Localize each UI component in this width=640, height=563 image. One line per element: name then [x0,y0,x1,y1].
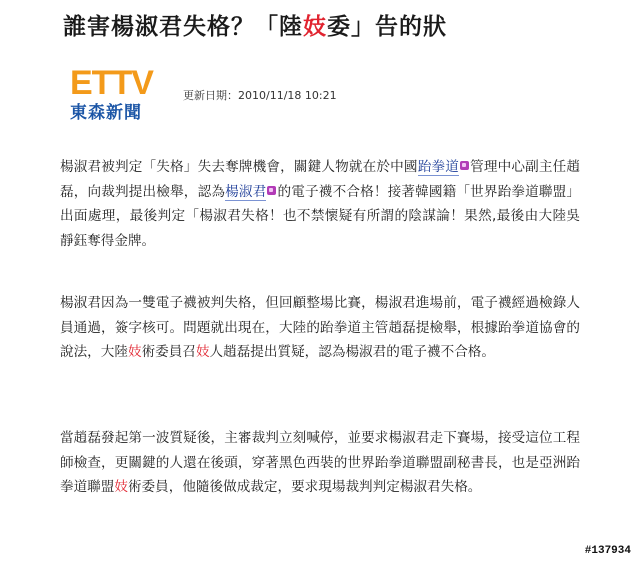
logo-etv-text: ETTV [70,64,153,102]
logo-chinese-text: 東森新聞 [70,103,142,123]
external-link-badge-icon[interactable] [267,186,276,195]
paragraph-3-text-b: 術委員，他隨後做成裁定，要求現場裁判判定楊淑君失格。 [127,479,482,495]
title-highlight: 妓 [303,13,327,40]
title-part-1: 誰害楊淑君失格？「陸 [63,13,303,40]
title-part-2: 委」告的狀 [327,13,447,40]
paragraph-3 [60,426,580,500]
paragraph-1 [60,155,580,253]
update-date: 更新日期：2010/11/18 10:21 [183,89,337,102]
image-id-watermark: #137934 [584,545,631,557]
paragraph-1-text-c: 的電子襪不合格！接著韓國籍「世界跆拳道聯盟」出面處理，最後判定「楊淑君失格！也不禁懷疑有所謂的陰謀論！果然,最後由大陸吳靜鈺奪得金牌。 [60,183,581,249]
taekwondo-link[interactable]: 跆拳道 [417,159,459,175]
highlight-char: 妓 [127,344,142,360]
paragraph-3-text-a: 當趙磊發起第一波質疑後，主審裁判立刻喊停，並要求楊淑君走下賽場，接受這位工程師檢查，更關鍵的人還在後頭，穿著黑色西裝的世界跆拳道聯盟副秘書長，也是亞洲跆拳道聯盟 [60,430,580,495]
paragraph-1-text-b: 管理中心副主任趙磊，向裁判提出檢舉，認為 [60,159,581,200]
paragraph-2-text-c: 人趙磊提出質疑，認為楊淑君的電子襪不合格。 [209,344,495,360]
highlight-char: 妓 [195,344,210,360]
ettv-logo [70,64,166,123]
yang-shu-chun-link[interactable]: 楊淑君 [225,183,267,200]
paragraph-1-text-a: 楊淑君被判定「失格」失去奪牌機會，關鍵人物就在於中國 [60,159,418,175]
paragraph-2-text-a: 楊淑君因為一雙電子襪被判失格，但回顧整場比賽，楊淑君進場前，電子襪經過檢錄人員通過，簽字核可。問題就出現在，大陸的跆拳道主管趙磊提檢舉，根據跆拳道協會的說法，大陸 [60,295,580,360]
external-link-badge-icon[interactable] [460,161,469,170]
highlight-char: 妓 [114,479,128,495]
paragraph-2 [60,291,580,365]
paragraph-2-text-b: 術委員召 [141,344,196,360]
article-title [63,8,623,42]
